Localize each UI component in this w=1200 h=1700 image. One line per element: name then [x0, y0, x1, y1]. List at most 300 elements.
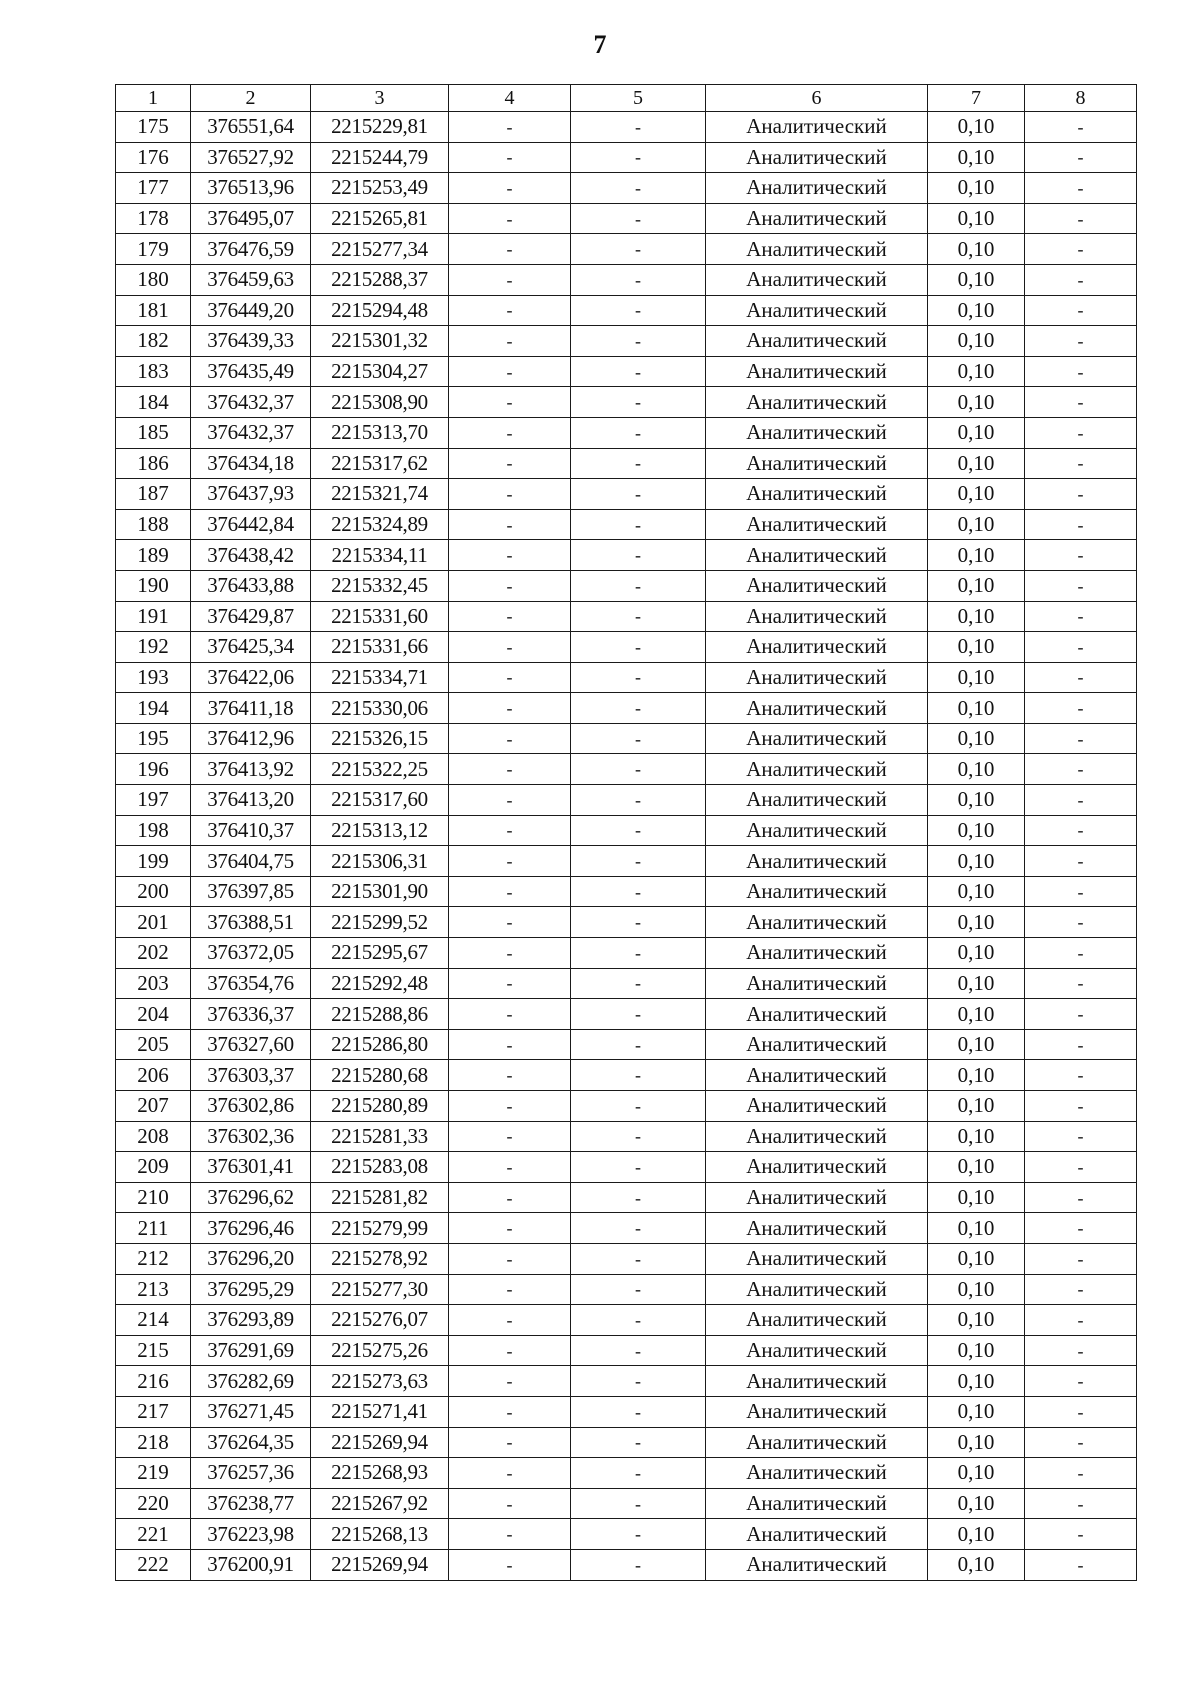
column-4-cell: -: [449, 754, 571, 785]
point-number-cell: 175: [116, 112, 191, 143]
method-cell: Аналитический: [706, 723, 928, 754]
column-8-cell: -: [1025, 112, 1137, 143]
y-coordinate-cell: 2215304,27: [311, 356, 449, 387]
column-4-cell: -: [449, 1091, 571, 1122]
point-number-cell: 207: [116, 1091, 191, 1122]
x-coordinate-cell: 376200,91: [191, 1549, 311, 1580]
point-number-cell: 202: [116, 938, 191, 969]
x-coordinate-cell: 376527,92: [191, 142, 311, 173]
x-coordinate-cell: 376223,98: [191, 1519, 311, 1550]
column-4-cell: -: [449, 815, 571, 846]
column-4-cell: -: [449, 723, 571, 754]
column-4-cell: -: [449, 1121, 571, 1152]
method-cell: Аналитический: [706, 1427, 928, 1458]
table-row: [116, 846, 1137, 877]
column-4-cell: -: [449, 387, 571, 418]
column-8-cell: -: [1025, 968, 1137, 999]
x-coordinate-cell: 376404,75: [191, 846, 311, 877]
method-cell: Аналитический: [706, 968, 928, 999]
column-4-cell: -: [449, 1182, 571, 1213]
point-number-cell: 205: [116, 1029, 191, 1060]
point-number-cell: 191: [116, 601, 191, 632]
accuracy-cell: 0,10: [928, 112, 1025, 143]
column-4-cell: -: [449, 1152, 571, 1183]
y-coordinate-cell: 2215288,86: [311, 999, 449, 1030]
method-cell: Аналитический: [706, 815, 928, 846]
method-cell: Аналитический: [706, 1335, 928, 1366]
x-coordinate-cell: 376271,45: [191, 1396, 311, 1427]
point-number-cell: 199: [116, 846, 191, 877]
column-5-cell: -: [571, 723, 706, 754]
y-coordinate-cell: 2215273,63: [311, 1366, 449, 1397]
method-cell: Аналитический: [706, 264, 928, 295]
column-5-cell: -: [571, 785, 706, 816]
coordinates-table: [115, 84, 1137, 1581]
column-5-cell: -: [571, 1335, 706, 1366]
method-cell: Аналитический: [706, 876, 928, 907]
x-coordinate-cell: 376301,41: [191, 1152, 311, 1183]
column-8-cell: -: [1025, 1091, 1137, 1122]
point-number-cell: 217: [116, 1396, 191, 1427]
accuracy-cell: 0,10: [928, 479, 1025, 510]
y-coordinate-cell: 2215306,31: [311, 846, 449, 877]
column-4-cell: -: [449, 173, 571, 204]
x-coordinate-cell: 376327,60: [191, 1029, 311, 1060]
column-5-cell: -: [571, 173, 706, 204]
column-8-cell: -: [1025, 1152, 1137, 1183]
table-row: [116, 1243, 1137, 1274]
accuracy-cell: 0,10: [928, 173, 1025, 204]
x-coordinate-cell: 376476,59: [191, 234, 311, 265]
table-row: [116, 723, 1137, 754]
column-header-5: 5: [571, 85, 706, 112]
point-number-cell: 213: [116, 1274, 191, 1305]
method-cell: Аналитический: [706, 1243, 928, 1274]
y-coordinate-cell: 2215301,32: [311, 326, 449, 357]
column-8-cell: -: [1025, 1182, 1137, 1213]
table-row: [116, 999, 1137, 1030]
point-number-cell: 181: [116, 295, 191, 326]
column-header-3: 3: [311, 85, 449, 112]
column-8-cell: -: [1025, 723, 1137, 754]
x-coordinate-cell: 376296,46: [191, 1213, 311, 1244]
column-8-cell: -: [1025, 387, 1137, 418]
column-5-cell: -: [571, 1274, 706, 1305]
table-row: [116, 968, 1137, 999]
column-4-cell: -: [449, 1488, 571, 1519]
method-cell: Аналитический: [706, 1213, 928, 1244]
column-5-cell: -: [571, 417, 706, 448]
y-coordinate-cell: 2215278,92: [311, 1243, 449, 1274]
x-coordinate-cell: 376302,86: [191, 1091, 311, 1122]
column-5-cell: -: [571, 509, 706, 540]
accuracy-cell: 0,10: [928, 1243, 1025, 1274]
column-8-cell: -: [1025, 785, 1137, 816]
x-coordinate-cell: 376413,92: [191, 754, 311, 785]
method-cell: Аналитический: [706, 1274, 928, 1305]
x-coordinate-cell: 376432,37: [191, 417, 311, 448]
column-5-cell: -: [571, 693, 706, 724]
table-row: [116, 356, 1137, 387]
table-row: [116, 662, 1137, 693]
column-5-cell: -: [571, 968, 706, 999]
method-cell: Аналитический: [706, 295, 928, 326]
column-5-cell: -: [571, 203, 706, 234]
point-number-cell: 210: [116, 1182, 191, 1213]
column-8-cell: -: [1025, 417, 1137, 448]
column-8-cell: -: [1025, 1488, 1137, 1519]
accuracy-cell: 0,10: [928, 326, 1025, 357]
column-8-cell: -: [1025, 1274, 1137, 1305]
column-4-cell: -: [449, 448, 571, 479]
method-cell: Аналитический: [706, 693, 928, 724]
x-coordinate-cell: 376438,42: [191, 540, 311, 571]
accuracy-cell: 0,10: [928, 1182, 1025, 1213]
y-coordinate-cell: 2215267,92: [311, 1488, 449, 1519]
x-coordinate-cell: 376429,87: [191, 601, 311, 632]
y-coordinate-cell: 2215229,81: [311, 112, 449, 143]
x-coordinate-cell: 376296,62: [191, 1182, 311, 1213]
point-number-cell: 194: [116, 693, 191, 724]
table-row: [116, 1519, 1137, 1550]
column-5-cell: -: [571, 632, 706, 663]
accuracy-cell: 0,10: [928, 203, 1025, 234]
y-coordinate-cell: 2215277,30: [311, 1274, 449, 1305]
column-5-cell: -: [571, 1152, 706, 1183]
accuracy-cell: 0,10: [928, 1335, 1025, 1366]
column-5-cell: -: [571, 479, 706, 510]
column-5-cell: -: [571, 601, 706, 632]
y-coordinate-cell: 2215269,94: [311, 1549, 449, 1580]
column-4-cell: -: [449, 1060, 571, 1091]
x-coordinate-cell: 376372,05: [191, 938, 311, 969]
method-cell: Аналитический: [706, 448, 928, 479]
point-number-cell: 177: [116, 173, 191, 204]
column-4-cell: -: [449, 1335, 571, 1366]
column-8-cell: -: [1025, 601, 1137, 632]
x-coordinate-cell: 376354,76: [191, 968, 311, 999]
accuracy-cell: 0,10: [928, 662, 1025, 693]
y-coordinate-cell: 2215322,25: [311, 754, 449, 785]
x-coordinate-cell: 376459,63: [191, 264, 311, 295]
accuracy-cell: 0,10: [928, 938, 1025, 969]
point-number-cell: 216: [116, 1366, 191, 1397]
method-cell: Аналитический: [706, 601, 928, 632]
column-4-cell: -: [449, 1519, 571, 1550]
column-8-cell: -: [1025, 876, 1137, 907]
table-row: [116, 1427, 1137, 1458]
column-8-cell: -: [1025, 632, 1137, 663]
column-8-cell: -: [1025, 662, 1137, 693]
column-5-cell: -: [571, 754, 706, 785]
accuracy-cell: 0,10: [928, 509, 1025, 540]
header-row: [116, 85, 1137, 112]
accuracy-cell: 0,10: [928, 1458, 1025, 1489]
accuracy-cell: 0,10: [928, 907, 1025, 938]
method-cell: Аналитический: [706, 785, 928, 816]
point-number-cell: 201: [116, 907, 191, 938]
accuracy-cell: 0,10: [928, 448, 1025, 479]
method-cell: Аналитический: [706, 112, 928, 143]
method-cell: Аналитический: [706, 754, 928, 785]
column-4-cell: -: [449, 112, 571, 143]
table-row: [116, 1549, 1137, 1580]
column-4-cell: -: [449, 1029, 571, 1060]
method-cell: Аналитический: [706, 1060, 928, 1091]
accuracy-cell: 0,10: [928, 570, 1025, 601]
point-number-cell: 196: [116, 754, 191, 785]
x-coordinate-cell: 376413,20: [191, 785, 311, 816]
column-8-cell: -: [1025, 509, 1137, 540]
column-4-cell: -: [449, 295, 571, 326]
column-4-cell: -: [449, 999, 571, 1030]
table-row: [116, 142, 1137, 173]
point-number-cell: 215: [116, 1335, 191, 1366]
column-8-cell: -: [1025, 1029, 1137, 1060]
y-coordinate-cell: 2215324,89: [311, 509, 449, 540]
table-row: [116, 203, 1137, 234]
table-row: [116, 387, 1137, 418]
column-8-cell: -: [1025, 1458, 1137, 1489]
column-4-cell: -: [449, 601, 571, 632]
column-5-cell: -: [571, 1305, 706, 1336]
column-5-cell: -: [571, 999, 706, 1030]
x-coordinate-cell: 376551,64: [191, 112, 311, 143]
column-5-cell: -: [571, 570, 706, 601]
accuracy-cell: 0,10: [928, 601, 1025, 632]
y-coordinate-cell: 2215317,62: [311, 448, 449, 479]
x-coordinate-cell: 376439,33: [191, 326, 311, 357]
column-5-cell: -: [571, 264, 706, 295]
column-8-cell: -: [1025, 173, 1137, 204]
column-5-cell: -: [571, 1427, 706, 1458]
column-4-cell: -: [449, 570, 571, 601]
accuracy-cell: 0,10: [928, 540, 1025, 571]
column-5-cell: -: [571, 448, 706, 479]
accuracy-cell: 0,10: [928, 785, 1025, 816]
point-number-cell: 193: [116, 662, 191, 693]
table-row: [116, 907, 1137, 938]
point-number-cell: 198: [116, 815, 191, 846]
method-cell: Аналитический: [706, 387, 928, 418]
y-coordinate-cell: 2215281,33: [311, 1121, 449, 1152]
method-cell: Аналитический: [706, 479, 928, 510]
column-5-cell: -: [571, 142, 706, 173]
column-8-cell: -: [1025, 846, 1137, 877]
method-cell: Аналитический: [706, 1366, 928, 1397]
accuracy-cell: 0,10: [928, 1305, 1025, 1336]
y-coordinate-cell: 2215244,79: [311, 142, 449, 173]
column-5-cell: -: [571, 387, 706, 418]
table-row: [116, 785, 1137, 816]
method-cell: Аналитический: [706, 570, 928, 601]
table-row: [116, 1458, 1137, 1489]
accuracy-cell: 0,10: [928, 142, 1025, 173]
method-cell: Аналитический: [706, 1549, 928, 1580]
y-coordinate-cell: 2215301,90: [311, 876, 449, 907]
x-coordinate-cell: 376433,88: [191, 570, 311, 601]
table-row: [116, 1060, 1137, 1091]
column-5-cell: -: [571, 1366, 706, 1397]
x-coordinate-cell: 376422,06: [191, 662, 311, 693]
y-coordinate-cell: 2215330,06: [311, 693, 449, 724]
column-5-cell: -: [571, 1396, 706, 1427]
table-row: [116, 1488, 1137, 1519]
method-cell: Аналитический: [706, 417, 928, 448]
column-8-cell: -: [1025, 295, 1137, 326]
table-row: [116, 876, 1137, 907]
column-5-cell: -: [571, 907, 706, 938]
y-coordinate-cell: 2215294,48: [311, 295, 449, 326]
column-8-cell: -: [1025, 1366, 1137, 1397]
column-8-cell: -: [1025, 1243, 1137, 1274]
point-number-cell: 206: [116, 1060, 191, 1091]
accuracy-cell: 0,10: [928, 1060, 1025, 1091]
column-8-cell: -: [1025, 1396, 1137, 1427]
method-cell: Аналитический: [706, 1121, 928, 1152]
y-coordinate-cell: 2215332,45: [311, 570, 449, 601]
column-8-cell: -: [1025, 907, 1137, 938]
method-cell: Аналитический: [706, 1396, 928, 1427]
accuracy-cell: 0,10: [928, 234, 1025, 265]
column-4-cell: -: [449, 1213, 571, 1244]
column-8-cell: -: [1025, 1549, 1137, 1580]
accuracy-cell: 0,10: [928, 1091, 1025, 1122]
column-4-cell: -: [449, 509, 571, 540]
y-coordinate-cell: 2215334,71: [311, 662, 449, 693]
column-8-cell: -: [1025, 234, 1137, 265]
point-number-cell: 197: [116, 785, 191, 816]
column-5-cell: -: [571, 234, 706, 265]
method-cell: Аналитический: [706, 1519, 928, 1550]
table-row: [116, 1396, 1137, 1427]
table-row: [116, 570, 1137, 601]
column-5-cell: -: [571, 1029, 706, 1060]
column-5-cell: -: [571, 846, 706, 877]
x-coordinate-cell: 376336,37: [191, 999, 311, 1030]
table-row: [116, 295, 1137, 326]
table-row: [116, 815, 1137, 846]
table-row: [116, 754, 1137, 785]
method-cell: Аналитический: [706, 846, 928, 877]
accuracy-cell: 0,10: [928, 387, 1025, 418]
column-5-cell: -: [571, 1213, 706, 1244]
table-row: [116, 1213, 1137, 1244]
y-coordinate-cell: 2215269,94: [311, 1427, 449, 1458]
table-row: [116, 264, 1137, 295]
column-5-cell: -: [571, 356, 706, 387]
accuracy-cell: 0,10: [928, 417, 1025, 448]
x-coordinate-cell: 376411,18: [191, 693, 311, 724]
accuracy-cell: 0,10: [928, 693, 1025, 724]
column-4-cell: -: [449, 1274, 571, 1305]
x-coordinate-cell: 376513,96: [191, 173, 311, 204]
accuracy-cell: 0,10: [928, 846, 1025, 877]
method-cell: Аналитический: [706, 999, 928, 1030]
column-8-cell: -: [1025, 999, 1137, 1030]
column-4-cell: -: [449, 662, 571, 693]
method-cell: Аналитический: [706, 540, 928, 571]
x-coordinate-cell: 376303,37: [191, 1060, 311, 1091]
table-row: [116, 693, 1137, 724]
column-5-cell: -: [571, 112, 706, 143]
x-coordinate-cell: 376410,37: [191, 815, 311, 846]
accuracy-cell: 0,10: [928, 1152, 1025, 1183]
column-4-cell: -: [449, 632, 571, 663]
column-5-cell: -: [571, 662, 706, 693]
column-4-cell: -: [449, 1549, 571, 1580]
x-coordinate-cell: 376437,93: [191, 479, 311, 510]
column-4-cell: -: [449, 264, 571, 295]
x-coordinate-cell: 376425,34: [191, 632, 311, 663]
accuracy-cell: 0,10: [928, 1549, 1025, 1580]
column-header-6: 6: [706, 85, 928, 112]
point-number-cell: 212: [116, 1243, 191, 1274]
accuracy-cell: 0,10: [928, 1366, 1025, 1397]
x-coordinate-cell: 376238,77: [191, 1488, 311, 1519]
y-coordinate-cell: 2215277,34: [311, 234, 449, 265]
column-8-cell: -: [1025, 1427, 1137, 1458]
y-coordinate-cell: 2215326,15: [311, 723, 449, 754]
method-cell: Аналитический: [706, 662, 928, 693]
column-4-cell: -: [449, 785, 571, 816]
x-coordinate-cell: 376295,29: [191, 1274, 311, 1305]
column-8-cell: -: [1025, 693, 1137, 724]
column-5-cell: -: [571, 295, 706, 326]
accuracy-cell: 0,10: [928, 1029, 1025, 1060]
column-8-cell: -: [1025, 203, 1137, 234]
x-coordinate-cell: 376296,20: [191, 1243, 311, 1274]
column-5-cell: -: [571, 1243, 706, 1274]
point-number-cell: 200: [116, 876, 191, 907]
point-number-cell: 208: [116, 1121, 191, 1152]
column-4-cell: -: [449, 968, 571, 999]
column-4-cell: -: [449, 1427, 571, 1458]
column-5-cell: -: [571, 815, 706, 846]
column-8-cell: -: [1025, 142, 1137, 173]
column-4-cell: -: [449, 1396, 571, 1427]
x-coordinate-cell: 376442,84: [191, 509, 311, 540]
column-5-cell: -: [571, 540, 706, 571]
column-8-cell: -: [1025, 540, 1137, 571]
column-8-cell: -: [1025, 1305, 1137, 1336]
column-8-cell: -: [1025, 1519, 1137, 1550]
point-number-cell: 187: [116, 479, 191, 510]
x-coordinate-cell: 376264,35: [191, 1427, 311, 1458]
point-number-cell: 184: [116, 387, 191, 418]
accuracy-cell: 0,10: [928, 1274, 1025, 1305]
column-4-cell: -: [449, 938, 571, 969]
y-coordinate-cell: 2215295,67: [311, 938, 449, 969]
accuracy-cell: 0,10: [928, 264, 1025, 295]
table-row: [116, 173, 1137, 204]
point-number-cell: 190: [116, 570, 191, 601]
method-cell: Аналитический: [706, 1305, 928, 1336]
column-8-cell: -: [1025, 1060, 1137, 1091]
accuracy-cell: 0,10: [928, 632, 1025, 663]
point-number-cell: 195: [116, 723, 191, 754]
column-4-cell: -: [449, 907, 571, 938]
accuracy-cell: 0,10: [928, 1488, 1025, 1519]
point-number-cell: 189: [116, 540, 191, 571]
method-cell: Аналитический: [706, 326, 928, 357]
column-8-cell: -: [1025, 356, 1137, 387]
method-cell: Аналитический: [706, 234, 928, 265]
y-coordinate-cell: 2215331,66: [311, 632, 449, 663]
accuracy-cell: 0,10: [928, 754, 1025, 785]
column-4-cell: -: [449, 356, 571, 387]
column-4-cell: -: [449, 142, 571, 173]
